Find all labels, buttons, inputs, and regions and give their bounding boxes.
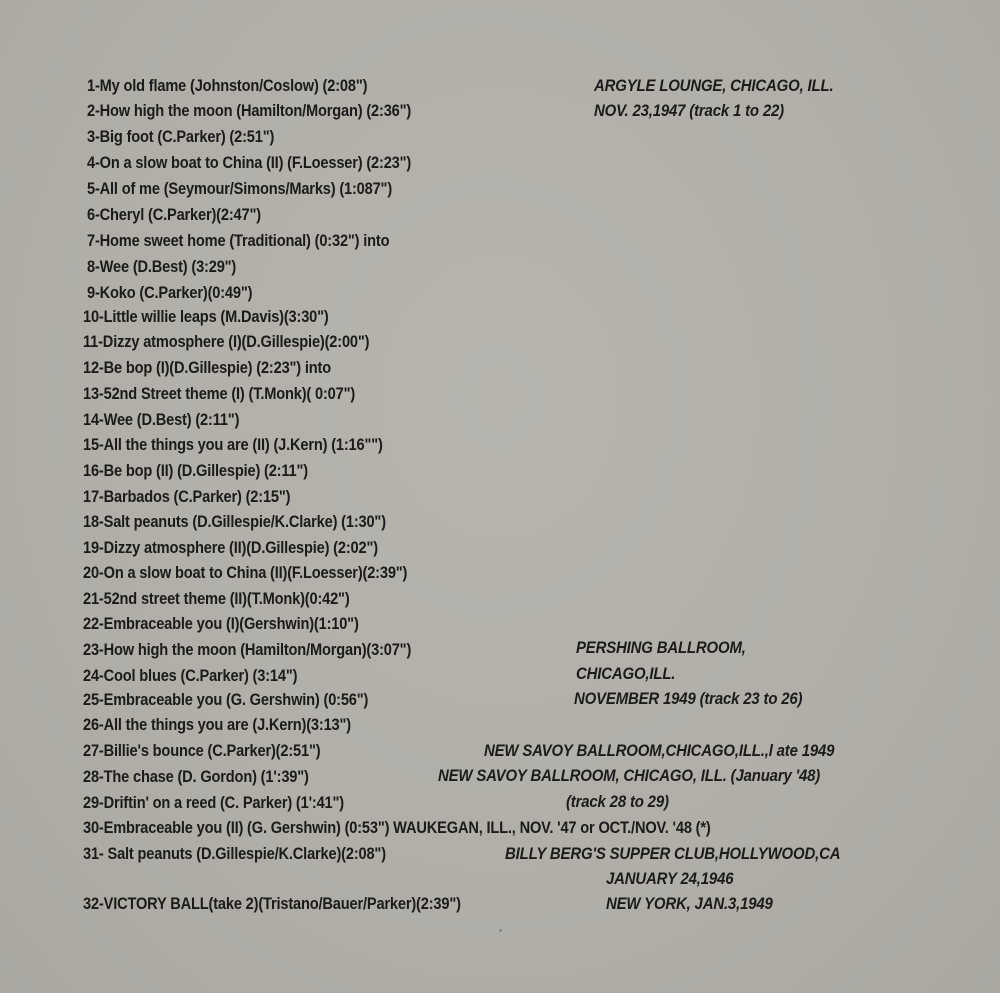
venue-argyle-line1: ARGYLE LOUNGE, CHICAGO, ILL. bbox=[594, 76, 834, 95]
track-14: 14-Wee (D.Best) (2:11") bbox=[83, 410, 240, 429]
venue-billy-berg-line1: BILLY BERG'S SUPPER CLUB,HOLLYWOOD,CA bbox=[505, 844, 841, 863]
venue-argyle-line2: NOV. 23,1947 (track 1 to 22) bbox=[594, 101, 784, 120]
venue-billy-berg-line2: JANUARY 24,1946 bbox=[606, 869, 734, 888]
track-22: 22-Embraceable you (I)(Gershwin)(1:10") bbox=[83, 614, 359, 633]
track-30: 30-Embraceable you (II) (G. Gershwin) (0:53") WAUKEGAN, ILL., NOV. '47 or OCT./NOV. '48 (*) bbox=[83, 818, 711, 837]
track-13: 13-52nd Street theme (I) (T.Monk)( 0:07") bbox=[83, 384, 356, 403]
track-2: 2-How high the moon (Hamilton/Morgan) (2:36") bbox=[87, 101, 412, 120]
track-12: 12-Be bop (I)(D.Gillespie) (2:23") into bbox=[83, 358, 331, 377]
track-1: 1-My old flame (Johnston/Coslow) (2:08") bbox=[87, 76, 368, 95]
track-5: 5-All of me (Seymour/Simons/Marks) (1:087") bbox=[87, 179, 393, 198]
track-3: 3-Big foot (C.Parker) (2:51") bbox=[87, 127, 275, 146]
track-7: 7-Home sweet home (Traditional) (0:32") into bbox=[87, 231, 390, 250]
venue-savoy-jan: NEW SAVOY BALLROOM, CHICAGO, ILL. (January '48) bbox=[438, 766, 821, 785]
track-24: 24-Cool blues (C.Parker) (3:14") bbox=[83, 666, 298, 685]
venue-pershing-line2: CHICAGO,ILL. bbox=[576, 664, 676, 683]
track-10: 10-Little willie leaps (M.Davis)(3:30") bbox=[83, 307, 329, 326]
track-11: 11-Dizzy atmosphere (I)(D.Gillespie)(2:00") bbox=[83, 332, 370, 351]
track-8: 8-Wee (D.Best) (3:29") bbox=[87, 257, 237, 276]
track-31: 31- Salt peanuts (D.Gillespie/K.Clarke)(2:08") bbox=[83, 844, 386, 863]
track-4: 4-On a slow boat to China (II) (F.Loesser) (2:23") bbox=[87, 153, 412, 172]
track-23: 23-How high the moon (Hamilton/Morgan)(3:07") bbox=[83, 640, 412, 659]
venue-savoy-late: NEW SAVOY BALLROOM,CHICAGO,ILL.,l ate 1949 bbox=[484, 741, 835, 760]
dust-speck bbox=[499, 929, 502, 932]
track-21: 21-52nd street theme (II)(T.Monk)(0:42") bbox=[83, 589, 350, 608]
track-32: 32-VICTORY BALL(take 2)(Tristano/Bauer/Parker)(2:39") bbox=[83, 894, 461, 913]
track-29: 29-Driftin' on a reed (C. Parker) (1':41") bbox=[83, 793, 344, 812]
track-28: 28-The chase (D. Gordon) (1':39") bbox=[83, 767, 309, 786]
track-20: 20-On a slow boat to China (II)(F.Loesser)(2:39") bbox=[83, 563, 408, 582]
track-9: 9-Koko (C.Parker)(0:49") bbox=[87, 283, 253, 302]
track-25: 25-Embraceable you (G. Gershwin) (0:56") bbox=[83, 690, 369, 709]
track-18: 18-Salt peanuts (D.Gillespie/K.Clarke) (1:30") bbox=[83, 512, 386, 531]
venue-pershing-line3: NOVEMBER 1949 (track 23 to 26) bbox=[574, 689, 803, 708]
venue-pershing-line1: PERSHING BALLROOM, bbox=[576, 638, 746, 657]
track-16: 16-Be bop (II) (D.Gillespie) (2:11") bbox=[83, 461, 308, 480]
track-27: 27-Billie's bounce (C.Parker)(2:51") bbox=[83, 741, 321, 760]
track-15: 15-All the things you are (II) (J.Kern) (1:16"") bbox=[83, 435, 383, 454]
track-26: 26-All the things you are (J.Kern)(3:13") bbox=[83, 715, 351, 734]
venue-savoy-tracks: (track 28 to 29) bbox=[566, 792, 669, 811]
track-6: 6-Cheryl (C.Parker)(2:47") bbox=[87, 205, 261, 224]
track-17: 17-Barbados (C.Parker) (2:15") bbox=[83, 487, 291, 506]
track-19: 19-Dizzy atmosphere (II)(D.Gillespie) (2:02") bbox=[83, 538, 378, 557]
venue-new-york: NEW YORK, JAN.3,1949 bbox=[606, 894, 773, 913]
